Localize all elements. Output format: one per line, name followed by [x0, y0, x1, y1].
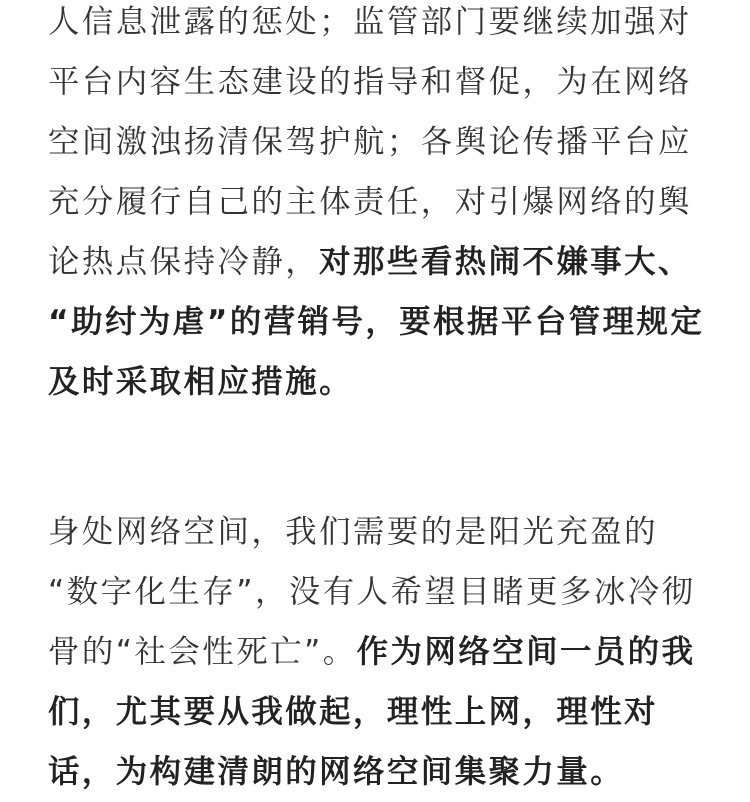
text-run: 身处网络空间，我们需要的是阳光充盈的: [48, 514, 659, 550]
bold-text-run: 们，尤其要从我做起，理性上网，理性对: [48, 694, 659, 730]
text-run: “数字化生存”，没有人希望目睹更多冰冷彻: [48, 574, 696, 610]
text-line: [48, 172, 708, 232]
bold-text-run: 话，为构建清朗的网络空间集聚力量。: [48, 754, 625, 790]
text-line: [48, 52, 708, 112]
text-line: [48, 292, 708, 352]
bold-text-run: 及时采取相应措施。: [48, 364, 354, 400]
text-line: [48, 742, 708, 802]
bold-text-run: 对那些看热闹不嫌事大、: [319, 244, 692, 280]
paragraph-1: [48, 0, 708, 412]
text-run: 充分履行自己的主体责任，对引爆网络的舆: [48, 184, 692, 220]
text-line: [48, 352, 708, 412]
bold-text-run: 作为网络空间一员的我: [356, 634, 696, 670]
text-line: [48, 682, 708, 742]
paragraph-2: [48, 502, 708, 802]
text-line: [48, 232, 708, 292]
bold-text-run: “助纣为虐”的营销号，要根据平台管理规定: [48, 304, 705, 340]
text-run: 空间激浊扬清保驾护航；各舆论传播平台应: [48, 124, 692, 160]
text-run: 人信息泄露的惩处；监管部门要继续加强对: [48, 4, 692, 40]
text-line: [48, 562, 708, 622]
text-line: [48, 502, 708, 562]
text-run: 平台内容生态建设的指导和督促，为在网络: [48, 64, 692, 100]
text-line: [48, 112, 708, 172]
text-run: 骨的“社会性死亡”。: [48, 634, 357, 670]
article-body: [48, 0, 708, 802]
text-line: [48, 622, 708, 682]
text-run: 论热点保持冷静，: [48, 244, 320, 280]
text-line: [48, 0, 708, 52]
